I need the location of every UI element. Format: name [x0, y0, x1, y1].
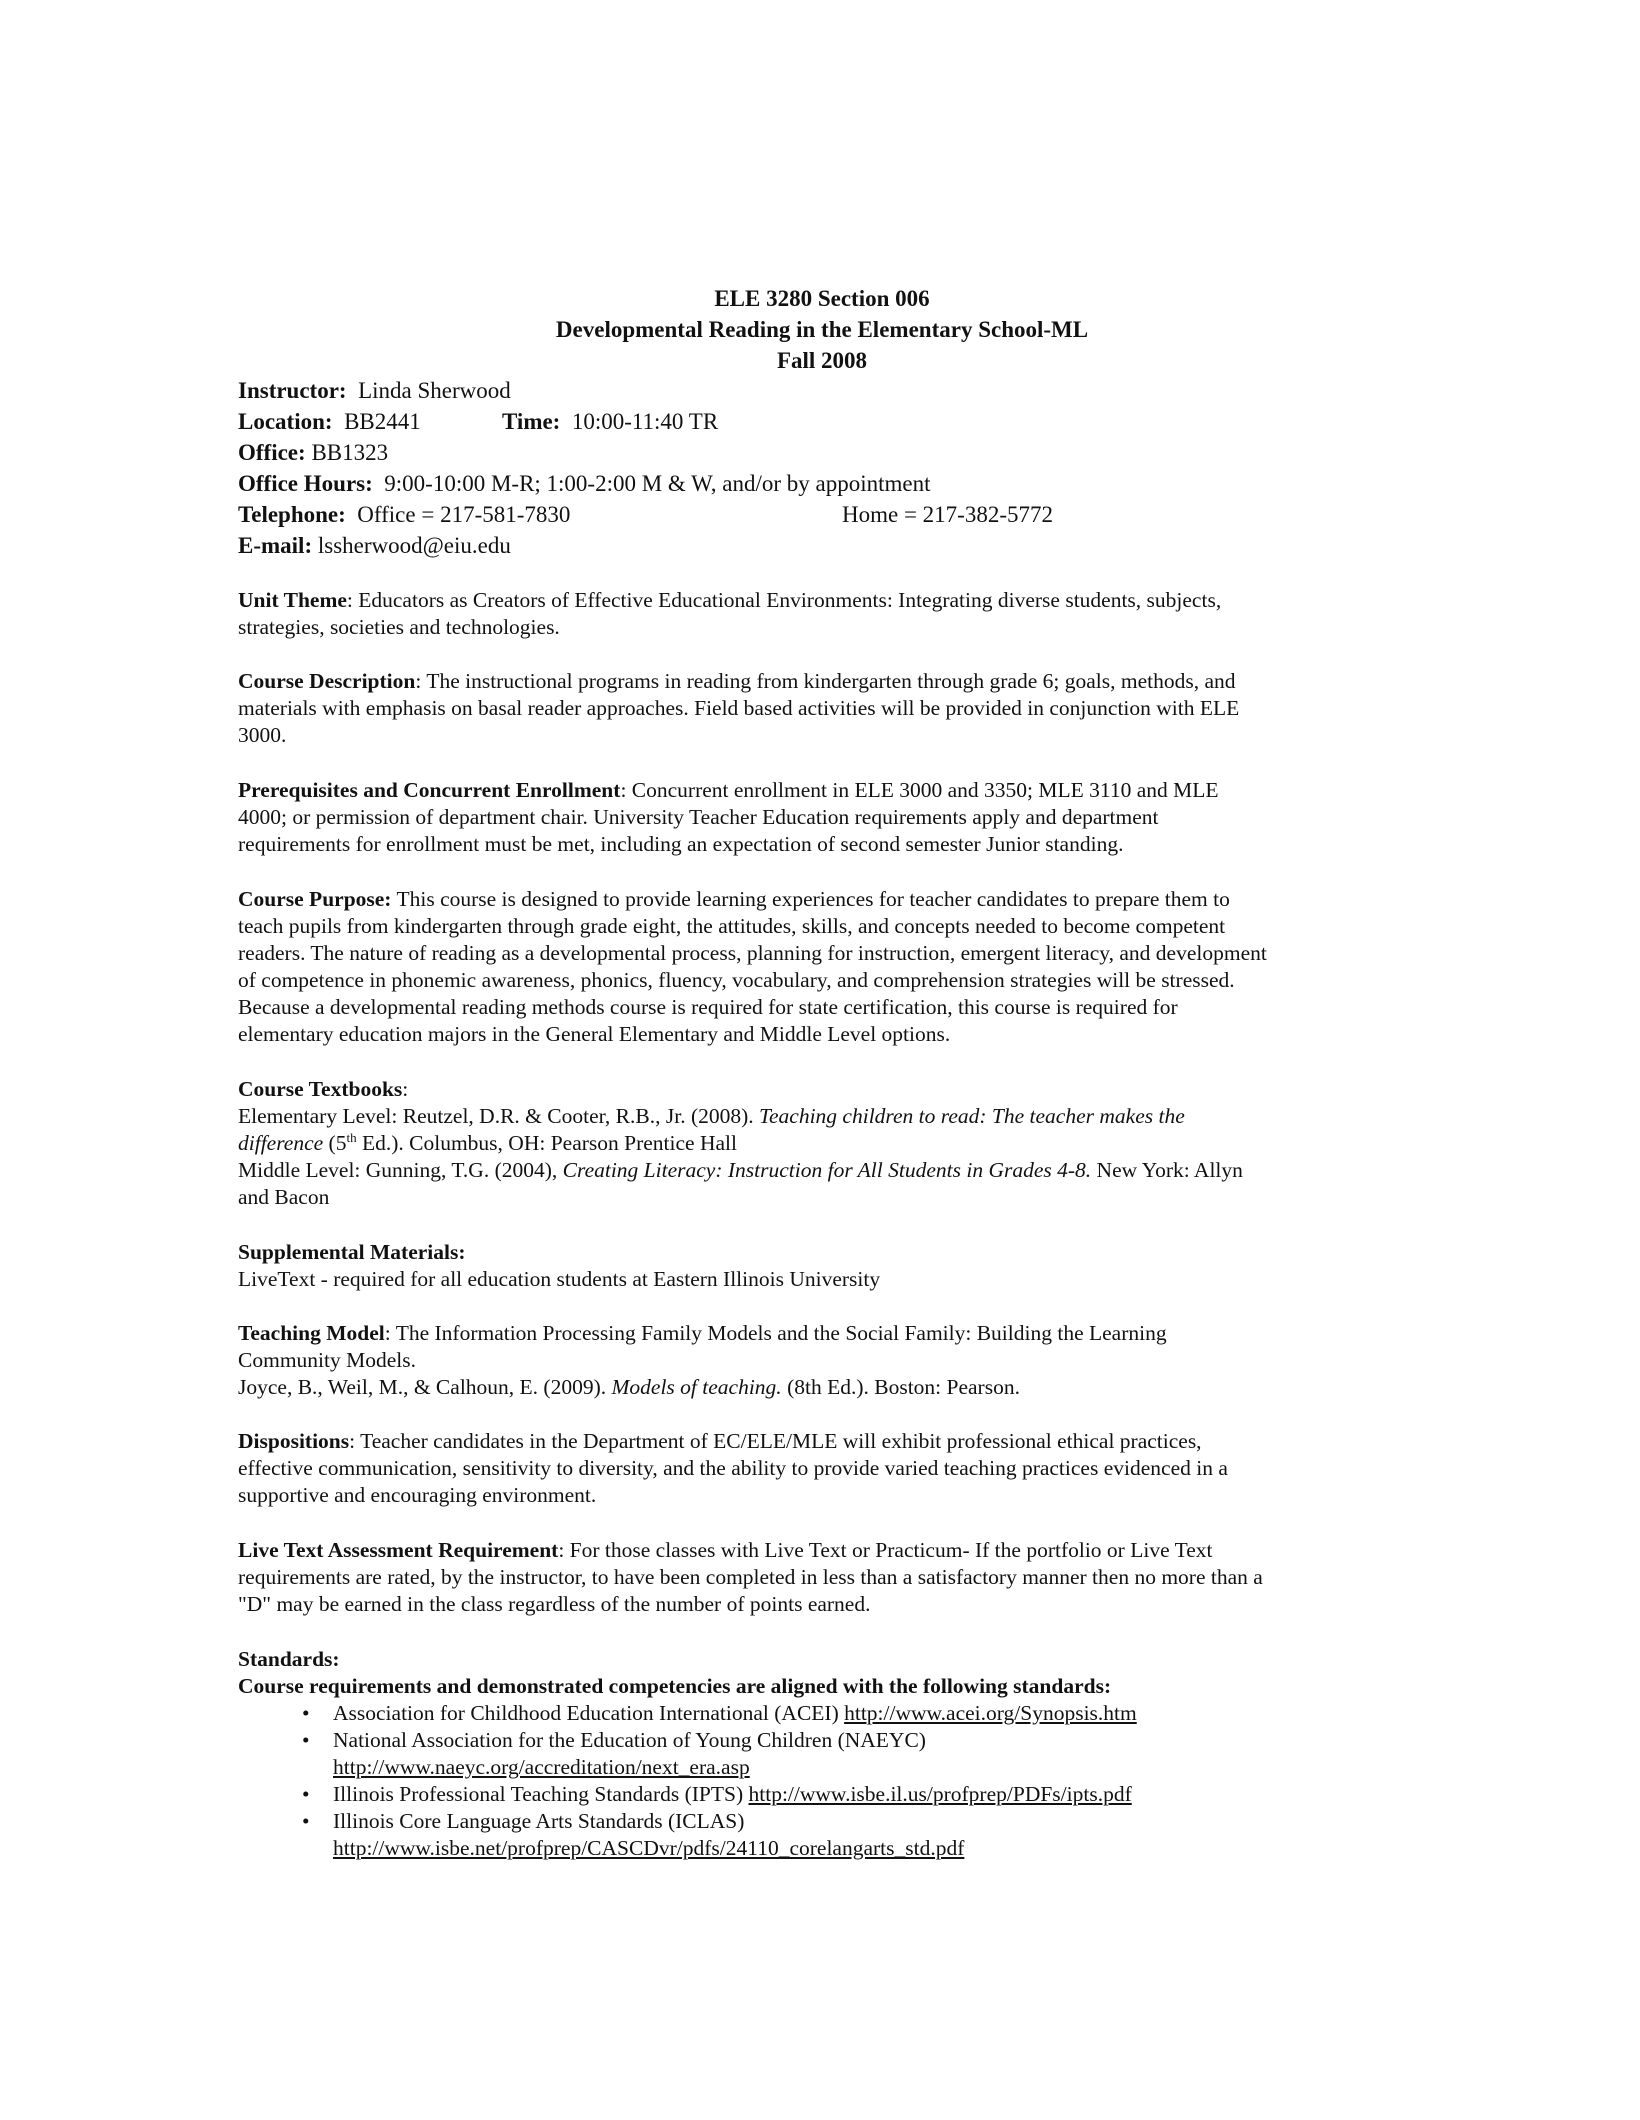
- course-purpose-section: [238, 886, 1406, 1048]
- textbooks-section: [238, 1076, 1406, 1211]
- standard-name: Illinois Professional Teaching Standards (IPTS): [333, 1782, 749, 1806]
- livetext-line: : For those classes with Live Text or Practicum- If the portfolio or Live Text: [558, 1538, 1213, 1562]
- standards-label: Standards:: [238, 1647, 340, 1671]
- elementary-textbook-title: difference: [238, 1131, 324, 1155]
- course-code: ELE 3280 Section 006: [714, 286, 930, 311]
- dispositions-label: Dispositions: [238, 1429, 350, 1453]
- unit-theme-line: strategies, societies and technologies.: [238, 615, 560, 639]
- dispositions-section: [238, 1428, 1406, 1509]
- course-title: Developmental Reading in the Elementary School-ML: [555, 317, 1089, 342]
- time-value: 10:00-11:40 TR: [571, 409, 719, 434]
- course-purpose-line: of competence in phonemic awareness, phonics, fluency, vocabulary, and comprehension strategies will be stressed.: [238, 968, 1235, 992]
- course-purpose-line: readers. The nature of reading as a developmental process, planning for instruction, emergent literacy, and development: [238, 941, 1267, 965]
- livetext-section: [238, 1537, 1406, 1618]
- standards-subheading: Course requirements and demonstrated competencies are aligned with the following standards:: [238, 1674, 1112, 1698]
- bullet: •: [302, 1809, 310, 1833]
- email-value: lssherwood@eiu.edu: [317, 533, 511, 558]
- unit-theme-section: [238, 587, 1406, 641]
- course-purpose-label: Course Purpose:: [238, 887, 392, 911]
- list-item: [238, 1808, 1406, 1862]
- location-row: [238, 406, 1406, 437]
- standards-list: [238, 1700, 1406, 1862]
- supplemental-line: LiveText - required for all education students at Eastern Illinois University: [238, 1267, 881, 1291]
- standards-section: [238, 1646, 1406, 1862]
- list-item: [238, 1700, 1406, 1727]
- course-purpose-line: elementary education majors in the General Elementary and Middle Level options.: [238, 1022, 951, 1046]
- bullet: •: [302, 1782, 310, 1806]
- standard-link[interactable]: http://www.isbe.il.us/profprep/PDFs/ipts.pdf: [748, 1782, 1132, 1806]
- course-description-line: materials with emphasis on basal reader approaches. Field based activities will be provided in conjunction with ELE: [238, 696, 1240, 720]
- syllabus-header: [238, 283, 1406, 376]
- prerequisites-label: Prerequisites and Concurrent Enrollment: [238, 778, 621, 802]
- elementary-textbook-ref: Elementary Level: Reutzel, D.R. & Cooter, R.B., Jr. (2008).: [238, 1104, 760, 1128]
- office-hours-value: 9:00-10:00 M-R; 1:00-2:00 M & W, and/or by appointment: [384, 471, 931, 496]
- standard-name: Association for Childhood Education International (ACEI): [333, 1701, 845, 1725]
- time-group: [502, 406, 718, 437]
- course-purpose-line: This course is designed to provide learning experiences for teacher candidates to prepare them to: [391, 887, 1230, 911]
- bullet: •: [302, 1728, 310, 1752]
- bullet: •: [302, 1701, 310, 1725]
- standard-link[interactable]: http://www.isbe.net/profprep/CASCDvr/pdfs/24110_corelangarts_std.pdf: [333, 1836, 965, 1860]
- course-description-section: [238, 668, 1406, 749]
- livetext-line: requirements are rated, by the instructor, to have been completed in less than a satisfactory manner then no more than a: [238, 1565, 1263, 1589]
- instructor-label: Instructor:: [238, 378, 347, 403]
- middle-textbook-ref: Middle Level: Gunning, T.G. (2004),: [238, 1158, 563, 1182]
- location-label: Location:: [238, 409, 333, 434]
- telephone-home: Home = 217-382-5772: [842, 502, 1053, 527]
- middle-textbook-publisher: New York: Allyn: [1091, 1158, 1243, 1182]
- prerequisites-line: : Concurrent enrollment in ELE 3000 and 3350; MLE 3110 and MLE: [620, 778, 1219, 802]
- teaching-model-label: Teaching Model: [238, 1321, 385, 1345]
- standard-link[interactable]: http://www.naeyc.org/accreditation/next_era.asp: [333, 1755, 750, 1779]
- teaching-model-line: Community Models.: [238, 1348, 416, 1372]
- office-label: Office:: [238, 440, 306, 465]
- prerequisites-line: 4000; or permission of department chair. University Teacher Education requirements apply and department: [238, 805, 1159, 829]
- course-info: [238, 375, 1406, 561]
- teaching-model-section: [238, 1320, 1406, 1401]
- instructor-value: Linda Sherwood: [358, 378, 511, 403]
- dispositions-line: supportive and encouraging environment.: [238, 1483, 597, 1507]
- list-item: [238, 1781, 1406, 1808]
- dispositions-line: : Teacher candidates in the Department of EC/ELE/MLE will exhibit professional ethical practices,: [349, 1429, 1202, 1453]
- textbooks-label-suffix: :: [402, 1077, 409, 1101]
- office-hours-row: [238, 468, 1406, 499]
- course-description-line: 3000.: [238, 723, 287, 747]
- course-purpose-line: teach pupils from kindergarten through grade eight, the attitudes, skills, and concepts needed to become competent: [238, 914, 1226, 938]
- teaching-model-line: : The Information Processing Family Models and the Social Family: Building the Learning: [384, 1321, 1167, 1345]
- elementary-textbook-publisher: Ed.). Columbus, OH: Pearson Prentice Hall: [356, 1131, 737, 1155]
- teaching-model-edition: (8th Ed.). Boston: Pearson.: [781, 1375, 1020, 1399]
- middle-textbook-title: Creating Literacy: Instruction for All Students in Grades 4-8.: [562, 1158, 1092, 1182]
- telephone-row: [238, 499, 1406, 530]
- email-label: E-mail:: [238, 533, 313, 558]
- teaching-model-ref: Joyce, B., Weil, M., & Calhoun, E. (2009).: [238, 1375, 612, 1399]
- list-item: [238, 1727, 1406, 1781]
- elementary-textbook-title: Teaching children to read: The teacher makes the: [759, 1104, 1185, 1128]
- prerequisites-section: [238, 777, 1406, 858]
- elementary-textbook-edition: (5: [323, 1131, 347, 1155]
- course-description-label: Course Description: [238, 669, 416, 693]
- teaching-model-title: Models of teaching.: [611, 1375, 782, 1399]
- livetext-label: Live Text Assessment Requirement: [238, 1538, 559, 1562]
- email-row: [238, 530, 1406, 561]
- course-purpose-line: Because a developmental reading methods course is required for state certification, this course is required for: [238, 995, 1178, 1019]
- telephone-label: Telephone:: [238, 502, 346, 527]
- office-value: BB1323: [311, 440, 389, 465]
- office-row: [238, 437, 1406, 468]
- prerequisites-line: requirements for enrollment must be met, including an expectation of second semester Junior standing.: [238, 832, 1124, 856]
- standard-link[interactable]: http://www.acei.org/Synopsis.htm: [844, 1701, 1137, 1725]
- standard-name: National Association for the Education of Young Children (NAEYC): [333, 1728, 926, 1752]
- telephone-office: Office = 217-581-7830: [357, 502, 571, 527]
- unit-theme-line: : Educators as Creators of Effective Educational Environments: Integrating diverse students, subjects,: [346, 588, 1222, 612]
- dispositions-line: effective communication, sensitivity to diversity, and the ability to provide varied teaching practices evidenced in a: [238, 1456, 1228, 1480]
- instructor-row: [238, 375, 1406, 406]
- course-description-line: : The instructional programs in reading from kindergarten through grade 6; goals, methods, and: [415, 669, 1236, 693]
- supplemental-section: [238, 1239, 1406, 1293]
- middle-textbook-publisher: and Bacon: [238, 1185, 330, 1209]
- livetext-line: "D" may be earned in the class regardless of the number of points earned.: [238, 1592, 871, 1616]
- supplemental-label: Supplemental Materials:: [238, 1240, 466, 1264]
- location-value: BB2441: [344, 409, 421, 434]
- edition-superscript: th: [346, 1129, 357, 1145]
- standard-name: Illinois Core Language Arts Standards (ICLAS): [333, 1809, 745, 1833]
- course-term: Fall 2008: [776, 348, 868, 373]
- textbooks-label: Course Textbooks: [238, 1077, 403, 1101]
- office-hours-label: Office Hours:: [238, 471, 373, 496]
- unit-theme-label: Unit Theme: [238, 588, 347, 612]
- time-label: Time:: [502, 409, 561, 434]
